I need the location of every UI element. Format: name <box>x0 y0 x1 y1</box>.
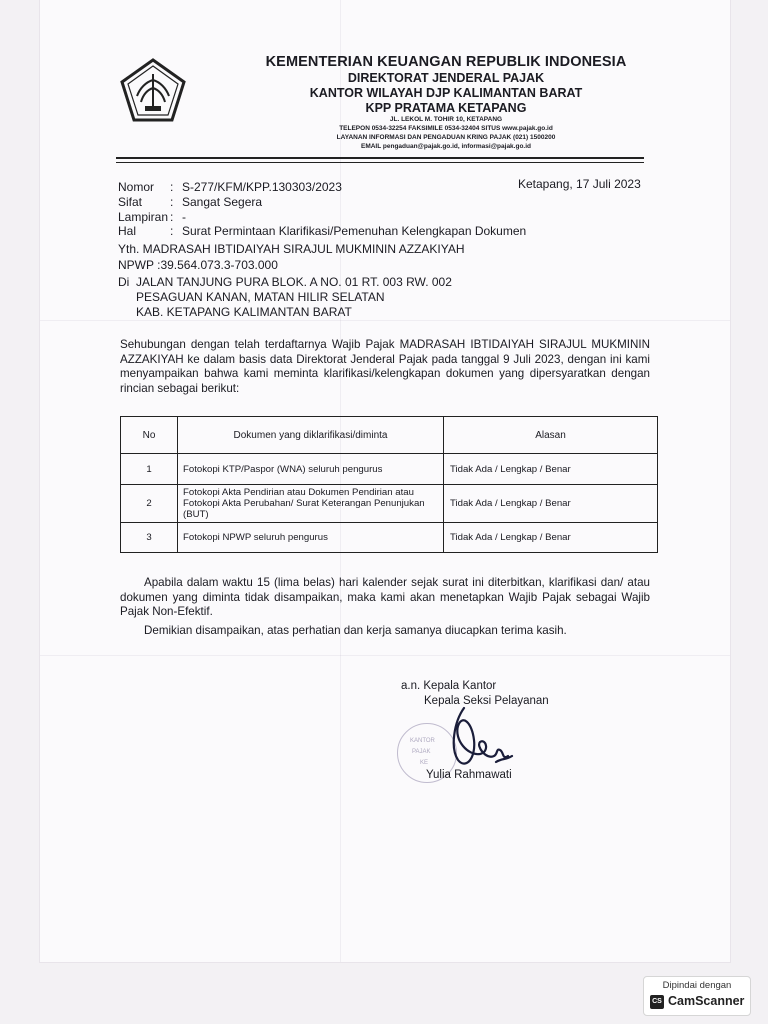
column-header-document: Dokumen yang diklarifikasi/diminta <box>178 417 444 454</box>
letter-subject: Surat Permintaan Klarifikasi/Pemenuhan Kelengkapan Dokumen <box>182 224 527 238</box>
regional-office-name: KANTOR WILAYAH DJP KALIMANTAN BARAT <box>309 86 583 100</box>
recipient-address-3: KAB. KETAPANG KALIMANTAN BARAT <box>136 305 352 319</box>
scanner-brand: CamScanner <box>668 994 745 1008</box>
row-number: 3 <box>121 523 178 553</box>
letter-nature-row: Sifat : Sangat Segera <box>118 195 263 209</box>
row-reason: Tidak Ada / Lengkap / Benar <box>444 485 658 523</box>
recipient-npwp: NPWP :39.564.073.3-703.000 <box>118 258 278 272</box>
office-address: JL. LEKOL M. TOHIR 10, KETAPANG <box>389 116 503 123</box>
signatory-name: Yulia Rahmawati <box>426 769 512 781</box>
intro-paragraph: Sehubungan dengan telah terdaftarnya Wajib Pajak MADRASAH IBTIDAIYAH SIRAJUL MUKMININ AZZAKIYAH ke dalam basis data Direktorat Jenderal Pajak pada tanggal 9 Juli 2023, dengan ini kami menyampaikan bahwa kami meminta klarifikasi/kelengkapan dokumen yang dipersyaratkan dengan rincian sebagai berikut: <box>120 338 650 395</box>
row-document: Fotokopi NPWP seluruh pengurus <box>178 523 444 553</box>
closing-sentence: Demikian disampaikan, atas perhatian dan kerja samanya diucapkan terima kasih. <box>144 624 567 637</box>
paper-fold <box>40 320 730 321</box>
office-email: EMAIL pengaduan@pajak.go.id, informasi@pajak.go.id <box>360 143 532 150</box>
office-phone: TELEPON 0534-32254 FAKSIMILE 0534-32404 SITUS www.pajak.go.id <box>339 125 553 132</box>
place-date: Ketapang, 17 Juli 2023 <box>518 177 641 191</box>
row-document: Fotokopi KTP/Paspor (WNA) seluruh pengurus <box>178 454 444 485</box>
recipient-di: Di <box>118 275 130 289</box>
tax-office-name: KPP PRATAMA KETAPANG <box>365 101 527 115</box>
letterhead <box>236 54 656 151</box>
handwritten-signature <box>436 700 526 780</box>
row-reason: Tidak Ada / Lengkap / Benar <box>444 523 658 553</box>
subject-row: Hal : Surat Permintaan Klarifikasi/Pemenuhan Kelengkapan Dokumen <box>118 224 527 238</box>
table-row <box>121 523 658 553</box>
column-header-no: No <box>121 417 178 454</box>
ministry-emblem-icon <box>120 58 186 124</box>
office-service: LAYANAN INFORMASI DAN PENGADUAN KRING PAJAK (021) 1500200 <box>336 134 556 141</box>
recipient-address-1: JALAN TANJUNG PURA BLOK. A NO. 01 RT. 003 RW. 002 <box>136 275 452 289</box>
letterhead-divider <box>116 157 644 159</box>
office-stamp: KANTOR PAJAK KE <box>397 723 457 783</box>
row-reason: Tidak Ada / Lengkap / Benar <box>444 454 658 485</box>
warning-paragraph: Apabila dalam waktu 15 (lima belas) hari kalender sejak surat ini diterbitkan, klarifikasi dan/ atau dokumen yang diminta tidak disampaikan, maka kami akan menetapkan Wajib Pajak sebagai Wajib Pajak Non-Efektif. <box>120 576 650 618</box>
recipient-address-2: PESAGUAN KANAN, MATAN HILIR SELATAN <box>136 290 385 304</box>
column-header-reason: Alasan <box>444 417 658 454</box>
table-header-row <box>121 417 658 454</box>
letter-number: S-277/KFM/KPP.130303/2023 <box>182 180 342 194</box>
signatory-title-2: Kepala Seksi Pelayanan <box>424 695 549 707</box>
table-row <box>121 485 658 523</box>
camscanner-badge <box>643 976 751 1016</box>
row-document: Fotokopi Akta Pendirian atau Dokumen Pendirian atau Fotokopi Akta Perubahan/ Surat Keterangan Penunjukan (BUT) <box>178 485 444 523</box>
scanner-caption: Dipindai dengan <box>662 980 732 991</box>
row-number: 1 <box>121 454 178 485</box>
signatory-title-1: a.n. Kepala Kantor <box>401 680 497 692</box>
letterhead-divider <box>116 162 644 163</box>
table-row <box>121 454 658 485</box>
camscanner-logo-icon: CS <box>650 995 664 1009</box>
row-number: 2 <box>121 485 178 523</box>
attachment-row: Lampiran : - <box>118 210 186 224</box>
document-table <box>120 416 658 553</box>
attachment-value: - <box>182 210 186 224</box>
recipient-name: Yth. MADRASAH IBTIDAIYAH SIRAJUL MUKMININ AZZAKIYAH <box>118 242 465 256</box>
paper-fold <box>40 655 730 656</box>
ministry-name: KEMENTERIAN KEUANGAN REPUBLIK INDONESIA <box>265 54 627 70</box>
letter-number-row: Nomor : S-277/KFM/KPP.130303/2023 <box>118 180 342 194</box>
directorate-name: DIREKTORAT JENDERAL PAJAK <box>347 71 545 85</box>
letter-nature: Sangat Segera <box>182 195 263 209</box>
